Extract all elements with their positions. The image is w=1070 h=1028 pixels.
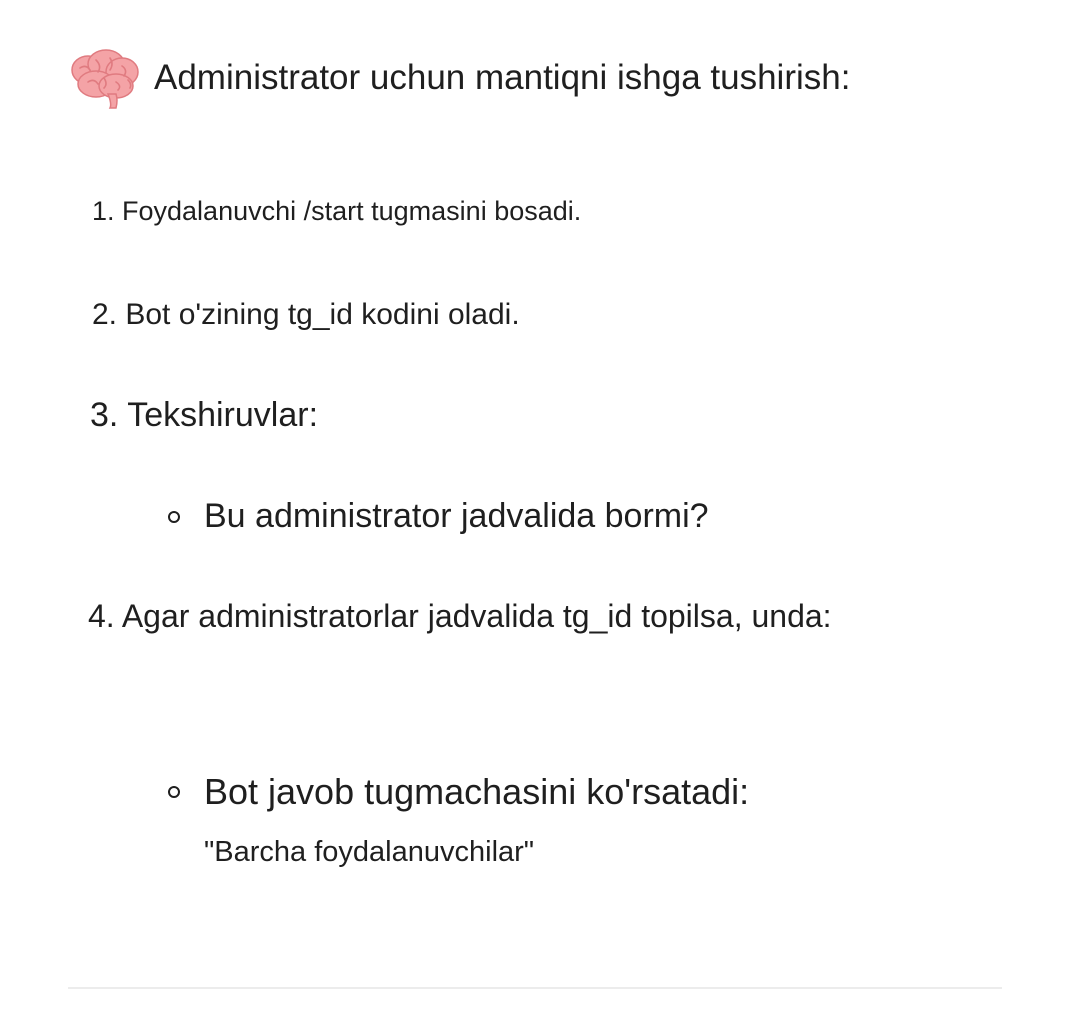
step-1-text: 1. Foydalanuvchi /start tugmasini bosadi. (92, 196, 582, 226)
bullet-circle-icon (168, 786, 180, 798)
bottom-divider (68, 987, 1002, 989)
step-4-bullet-text: Bot javob tugmachasini ko'rsatadi: (204, 771, 750, 812)
page-heading (66, 46, 850, 110)
step-4-bullet (168, 771, 749, 813)
brain-icon (66, 46, 142, 110)
bullet-circle-icon (168, 511, 180, 523)
step-2-text: 2. Bot o'zining tg_id kodini oladi. (92, 298, 520, 331)
step-3-text: 3. Tekshiruvlar: (90, 396, 319, 434)
page-title: Administrator uchun mantiqni ishga tushirish: (154, 58, 851, 97)
reply-button-label: "Barcha foydalanuvchilar" (204, 836, 535, 868)
step-4-text: 4. Agar administratorlar jadvalida tg_id topilsa, unda: (88, 598, 832, 634)
step-3-bullet-text: Bu administrator jadvalida bormi? (204, 497, 709, 535)
step-3-bullet (168, 497, 709, 536)
